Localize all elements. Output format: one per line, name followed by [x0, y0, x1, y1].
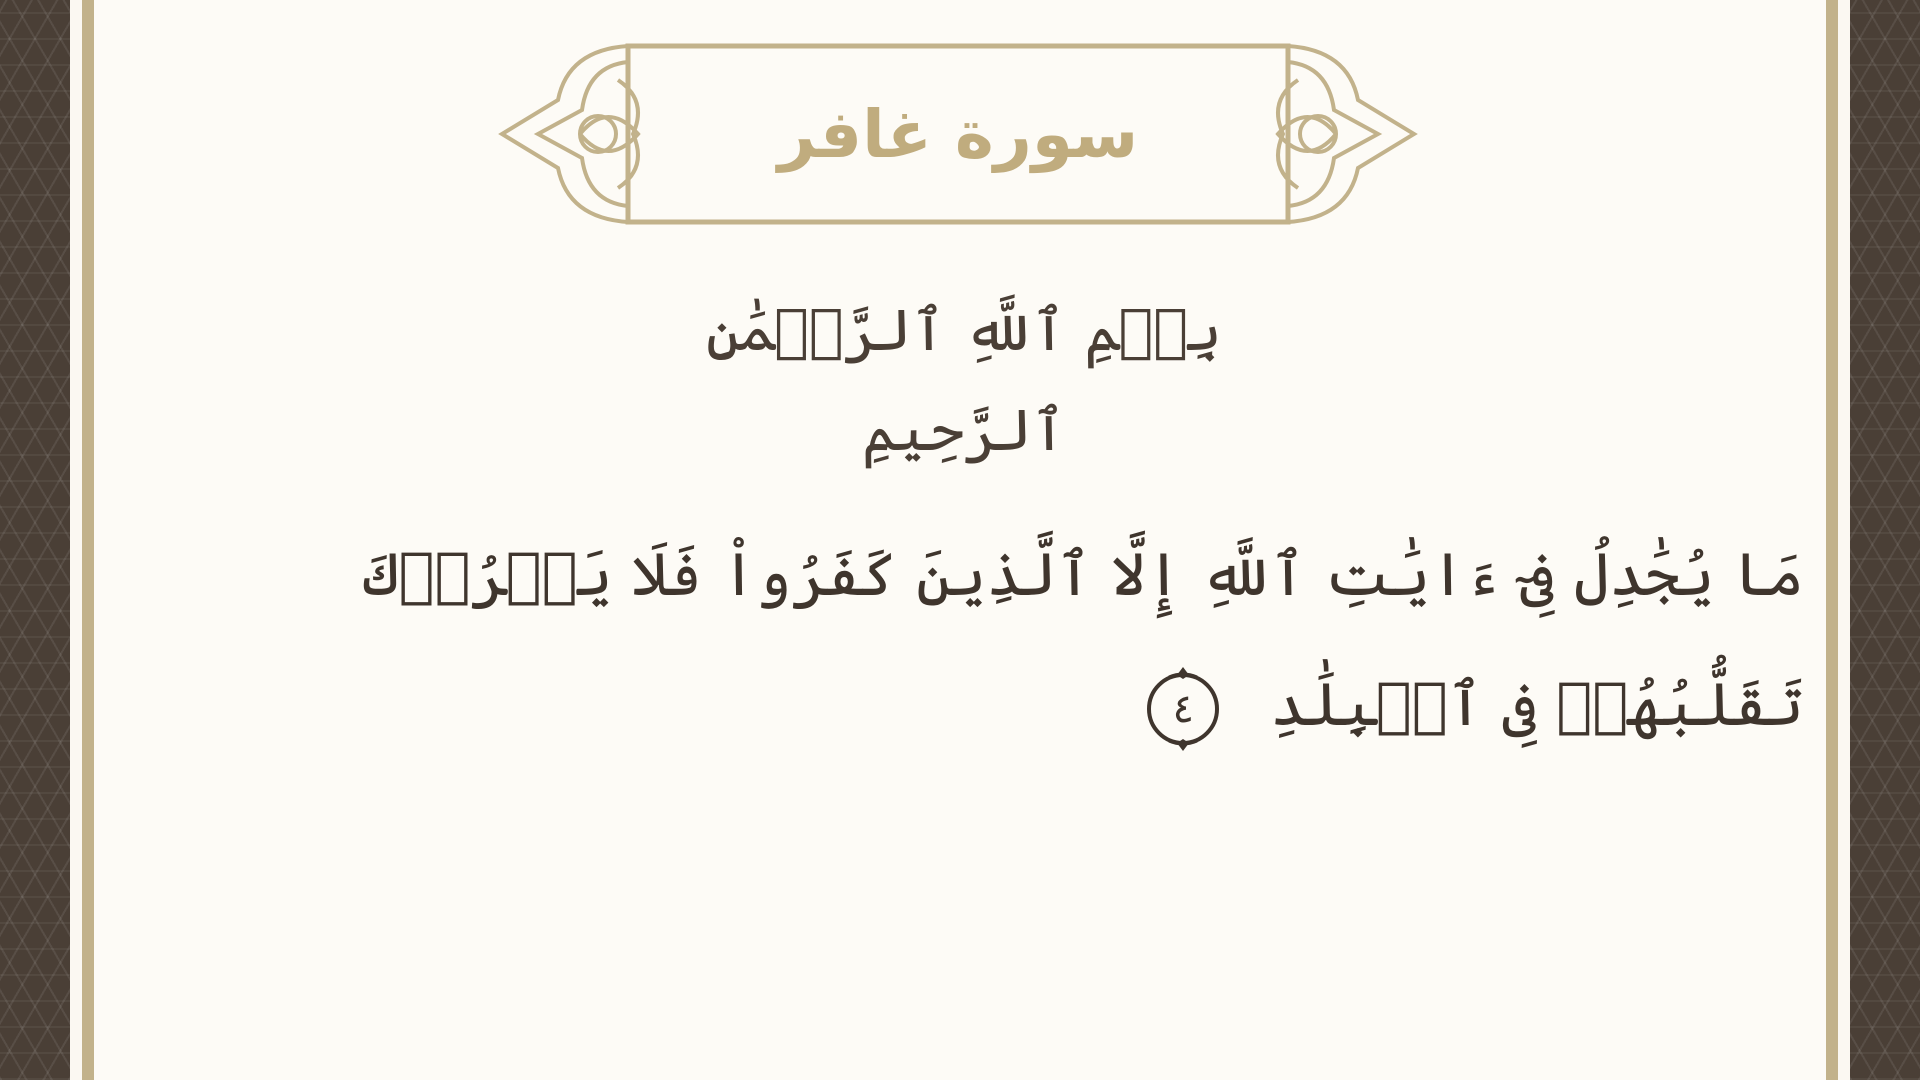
right-decorative-border	[1850, 0, 1920, 1080]
right-gold-line	[1826, 0, 1838, 1080]
left-decorative-border	[0, 0, 70, 1080]
mushaf-page	[94, 0, 1826, 1080]
ayah-number: ٤	[1172, 686, 1194, 733]
ayah-verse	[284, 510, 1804, 770]
ayah-text: مَا يُجَٰدِلُ فِىٓ ءَايَٰتِ ٱللَّهِ إِلَّا ٱلَّذِينَ كَفَرُواْ فَلَا يَغۡرُرۡكَ تَقَلُّبُهُمۡ فِى ٱلۡبِلَٰدِ	[363, 540, 1804, 740]
surah-title: سورة غافر	[777, 96, 1139, 173]
right-border-gap	[1838, 0, 1850, 1080]
ayah-end-marker	[1139, 665, 1227, 753]
basmala: بِسۡمِ ٱللَّهِ ٱلرَّحۡمَٰنِ ٱلرَّحِيمِ	[706, 296, 1222, 464]
left-gold-line	[82, 0, 94, 1080]
surah-header	[498, 40, 1418, 230]
left-border-gap	[70, 0, 82, 1080]
